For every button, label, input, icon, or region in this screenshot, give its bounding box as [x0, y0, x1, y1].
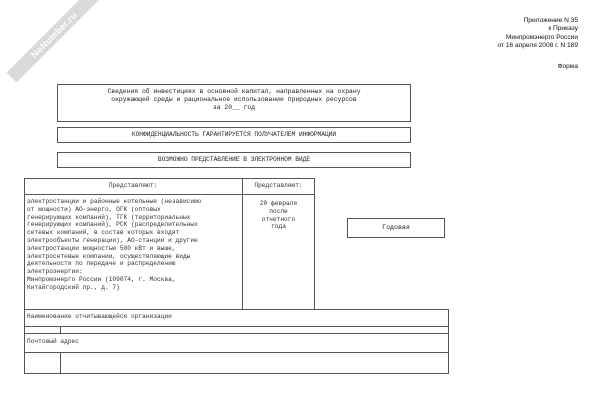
table-rule: [242, 178, 243, 309]
submitter-line: электростанции и районные котельные (независимо: [27, 198, 202, 205]
appendix-line: Минпромэнерго России: [505, 33, 578, 41]
table-rule: [60, 326, 61, 333]
submitters-header: Представляют:: [108, 182, 158, 189]
deadline-cell: [243, 200, 314, 231]
periodicity-box: Годовая: [347, 218, 445, 238]
deadline-line: 20 февраля: [259, 200, 298, 207]
table-rule: [24, 326, 449, 327]
table-rule: [24, 178, 25, 374]
submitters-list: [27, 198, 241, 292]
submitter-line: Минпромэнерго России (109074, г. Москва,: [27, 275, 176, 283]
org-name-label: Наименование отчитывающейся организации: [27, 313, 172, 320]
table-rule: [314, 178, 315, 309]
form-label: Форма: [557, 63, 578, 70]
deadline-line: отчетного: [261, 215, 296, 223]
deadline-header: Представляют:: [254, 182, 303, 189]
postal-address-label: Почтовый адрес: [27, 338, 79, 345]
title-line: за 20__ год: [212, 104, 256, 111]
appendix-line: от 16 апреля 2008 г. N 189: [497, 42, 578, 50]
deadline-line: года: [271, 223, 286, 231]
table-rule: [448, 309, 449, 374]
document-title-box: [57, 84, 411, 122]
submitter-line: от мощности) АО-энерго, ОГК (оптовых: [27, 205, 161, 213]
appendix-line: Приложение N 35: [523, 17, 578, 24]
title-line: окружающей среды и рациональное использование природных ресурсов: [111, 96, 357, 103]
title-line: Сведения об инвестициях в основной капитал, направленных на охрану: [107, 88, 361, 95]
table-rule: [24, 194, 314, 195]
submitter-line: Китайгородский пр., д. 7): [27, 283, 120, 291]
submission-table: [24, 178, 449, 374]
submitter-line: электроэнергии:: [27, 268, 83, 276]
appendix-line: к Приказу: [548, 25, 578, 33]
submitter-line: электросетевые компании, осуществляющие виды: [27, 252, 191, 260]
table-rule: [24, 352, 449, 353]
submitter-line: генерирующих компаний), ТГК (территориальных: [27, 213, 191, 221]
table-rule: [24, 373, 449, 374]
submitter-line: электрообъекты генерации), АО-станции и другие: [27, 236, 198, 244]
appendix-block: [438, 17, 578, 51]
electronic-submission-box: ВОЗМОЖНО ПРЕДСТАВЛЕНИЕ В ЭЛЕКТРОННОМ ВИДЕ: [57, 152, 411, 168]
confidentiality-box: КОНФИДЕНЦИАЛЬНОСТЬ ГАРАНТИРУЕТСЯ ПОЛУЧАТЕЛЕМ ИНФОРМАЦИИ: [57, 127, 411, 143]
watermark: NoNumber.ru: [7, 0, 102, 82]
table-rule: [60, 352, 61, 374]
table-rule: [24, 178, 314, 179]
deadline-line: после: [269, 207, 288, 215]
submitter-line: генерирующих компаний), РСК (распределительных: [27, 221, 198, 229]
submitter-line: электростанции мощностью 500 кВт и выше,: [27, 244, 176, 252]
table-rule: [24, 309, 449, 310]
submitter-line: деятельности по передаче и распределению: [27, 260, 176, 268]
table-rule: [24, 333, 449, 334]
submitter-line: сетевых компаний, в состав которых входят: [27, 229, 180, 237]
